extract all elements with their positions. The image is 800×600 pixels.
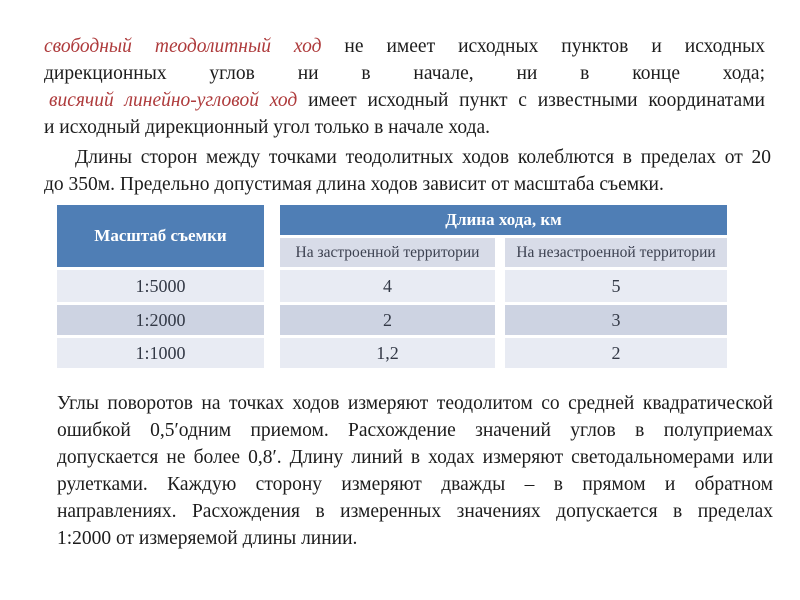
paragraph-angle-measurement [57,390,773,552]
table-cell-built: 2 [280,305,495,335]
term-free-theodolite-traverse: свободный теодолитный ход [44,36,322,57]
text-line: ошибкой 0,5′одним приемом. Расхождение значений углов в полуприемах [57,420,773,441]
text-line: Углы поворотов на точках ходов измеряют теодолитом со средней квадратической [57,393,773,414]
traverse-length-table [57,205,727,368]
table-cell-built: 4 [280,270,495,302]
text-line [44,87,765,114]
text-line: направлениях. Расхождения в измеренных значениях допускается в пределах [57,501,773,522]
paragraph-side-lengths [44,144,771,198]
table-cell-unbuilt: 5 [505,270,727,302]
text-line: и исходный дирекционный угол только в начале хода. [44,117,491,138]
table-cell-built: 1,2 [280,338,495,368]
text-line: Длины сторон между точками теодолитных ходов колеблются в пределах от 20 [75,147,771,168]
text-line: 1:2000 от измеряемой длины линии. [57,528,358,549]
table-header-length-group: Длина хода, км [280,205,727,235]
table-cell-scale: 1:2000 [57,305,264,335]
table-cell-scale: 1:1000 [57,338,264,368]
text-run: не имеет исходных пунктов и исходных [321,36,765,57]
table-cell-scale: 1:5000 [57,270,264,302]
table-cell-unbuilt: 2 [505,338,727,368]
table-subheader-built-territory: На застроенной территории [280,238,495,267]
text-line: рулетками. Каждую сторону измеряют дважды – в прямом и обратном [57,474,773,495]
table-cell-unbuilt: 3 [505,305,727,335]
text-line: до 350м. Предельно допустимая длина ходов зависит от масштаба съемки. [44,174,664,195]
term-hanging-linear-angular-traverse: висячий линейно-угловой ход [49,90,298,111]
text-line: дирекционных углов ни в начале, ни в конце хода; [44,63,765,84]
table-header-scale: Масштаб съемки [57,205,264,267]
paragraph-definitions [44,33,765,141]
text-line [44,33,765,60]
text-run: имеет исходный пункт с известными координатами [297,90,765,111]
table-subheader-unbuilt-territory: На незастроенной территории [505,238,727,267]
text-line: допускается не более 0,8′. Длину линий в ходах измеряют светодальномерами или [57,447,773,468]
